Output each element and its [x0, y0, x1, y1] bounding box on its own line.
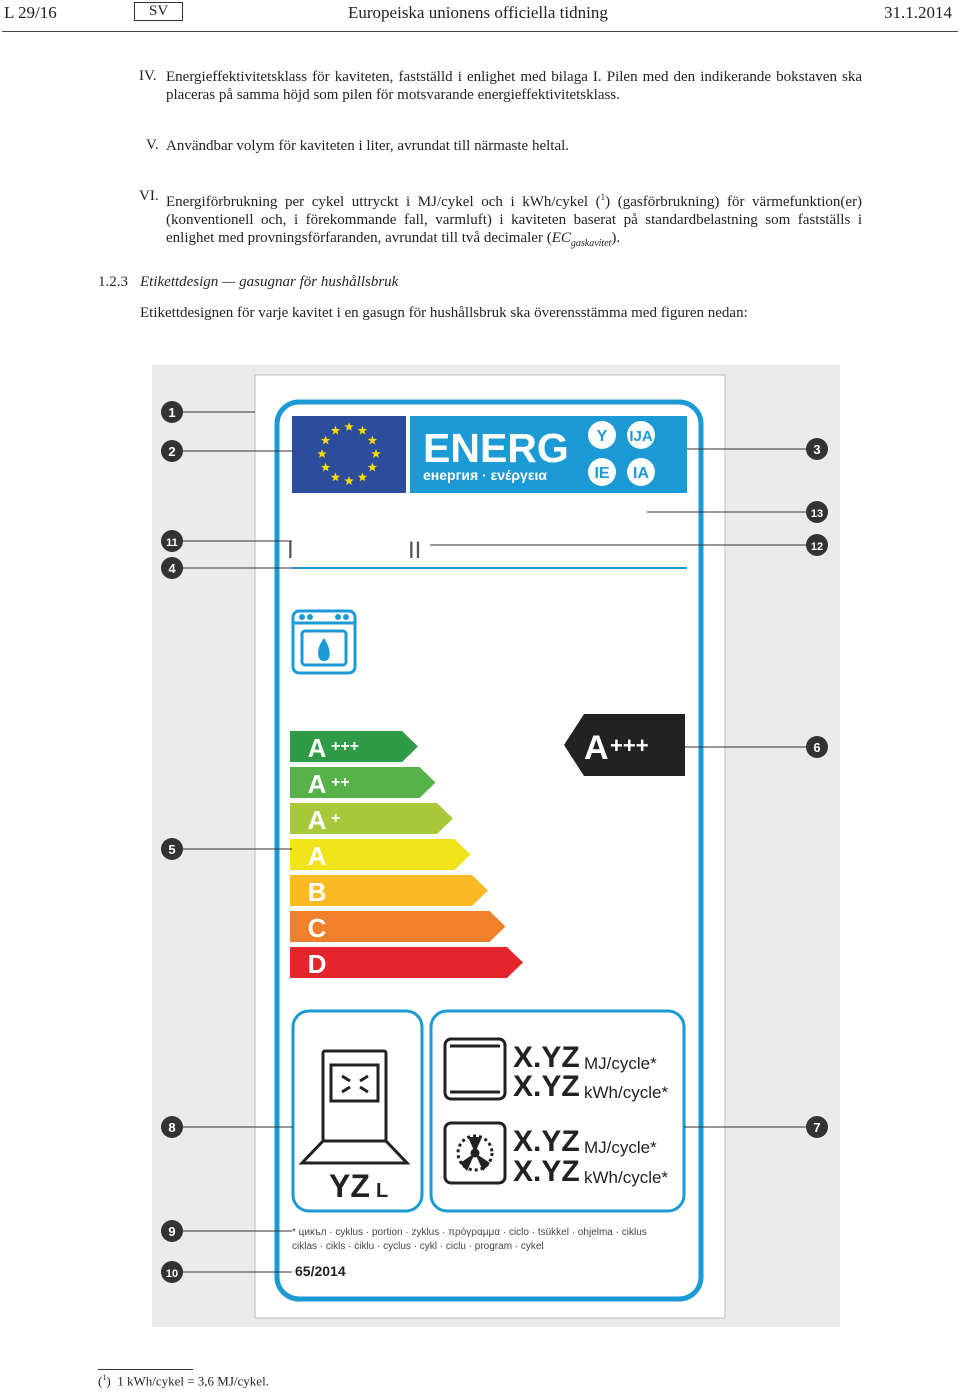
energy-class-letter: A	[307, 733, 327, 763]
callout-number: 5	[168, 842, 176, 857]
consumption-kwh-value: X.YZ	[513, 1155, 580, 1188]
section-number: 1.2.3	[98, 274, 128, 290]
page-header	[0, 0, 960, 34]
cycle-translations-line1: * цикъл · cyklus · portion · zyklus · πρόγραμμα · ciclo · tsükkel · ohjelma · ciklus	[292, 1227, 647, 1238]
energy-label-figure	[152, 365, 840, 1327]
consumption-mj-value: X.YZ	[513, 1041, 580, 1074]
footnote-reference[interactable]: 1	[600, 192, 606, 202]
energy-class-letter: D	[307, 949, 327, 979]
consumption-kwh-value: X.YZ	[513, 1070, 580, 1103]
item-text-part: ) (gasförbrukning) för värmefunktion(er) (konventionell och, i förekommande fall, varmluft) i kaviteten baserat på standardbelastning som fastställs i enlighet med provningsförfaranden, avrundat till två decimaler (	[166, 194, 863, 246]
item-number: V.	[146, 137, 159, 153]
language-badge: SV	[134, 2, 183, 21]
energy-class-letter: B	[307, 877, 327, 907]
callout-number: 12	[810, 541, 824, 553]
energy-class-letter: A	[307, 769, 327, 799]
energ-subtitle: енергия · ενέργεια	[423, 467, 547, 483]
indicator-class-letter: A	[584, 729, 609, 767]
footnote-text: 1 kWh/cykel = 3,6 MJ/cykel.	[117, 1373, 269, 1389]
roman-numeral-1: I	[287, 537, 294, 564]
energy-class-letter: A	[307, 841, 327, 871]
callout-number: 6	[813, 740, 821, 755]
section-title: Etikettdesign — gasugnar för hushållsbruk	[140, 274, 399, 290]
callout-number: 8	[168, 1120, 176, 1135]
callout-number: 11	[166, 537, 178, 549]
callout-number: 7	[813, 1120, 821, 1135]
footnote-marker: 1	[102, 1373, 107, 1382]
lang-suffix-y: Y	[596, 428, 608, 445]
item-number: VI.	[139, 188, 159, 204]
ec-symbol: $EC_{gaskavitet}$	[551, 230, 612, 249]
callout-number: 2	[168, 444, 176, 459]
energy-class-plus: +++	[331, 738, 360, 755]
intro-paragraph: Etikettdesignen för varje kavitet i en gasugn för hushållsbruk ska överensstämma med figuren nedan:	[140, 305, 748, 321]
energy-class-letter: C	[307, 913, 327, 943]
roman-numeral-2: II	[408, 537, 422, 564]
consumption-mj-unit: MJ/cycle*	[584, 1054, 657, 1073]
publication-date: 31.1.2014	[884, 3, 952, 22]
indicator-class-plus: +++	[610, 733, 649, 758]
energy-label-svg	[152, 365, 840, 1327]
volume-value: YZ	[329, 1168, 370, 1204]
header-rule	[2, 31, 958, 32]
lang-suffix-ia: IA	[633, 465, 649, 482]
energy-class-plus: +	[331, 810, 341, 827]
callout-number: 9	[168, 1224, 176, 1239]
consumption-mj-unit: MJ/cycle*	[584, 1138, 657, 1157]
item-text: Användbar volym för kaviteten i liter, avrundat till närmaste heltal.	[166, 138, 570, 154]
item-text-part: ).	[611, 230, 621, 246]
item-number: IV.	[139, 68, 157, 84]
item-text: Energieffektivitetsklass för kaviteten, fastställd i enlighet med bilaga I. Pilen med den indikerande bokstaven ska placeras på samma höjd som pilen för motsvarande energieffektivitetsklass.	[166, 69, 862, 103]
callout-number: 10	[165, 1268, 179, 1280]
energy-class-plus: ++	[331, 774, 350, 791]
cycle-translations-line2: ciklas · cikls · ċiklu · cyclus · cykl · ciclu · program · cykel	[292, 1241, 544, 1252]
volume-unit: L	[376, 1180, 389, 1202]
energ-word: ENERG	[423, 425, 569, 471]
callout-number: 4	[168, 561, 176, 576]
journal-title: Europeiska unionens officiella tidning	[348, 3, 608, 22]
lang-suffix-ija: IJA	[629, 428, 653, 445]
page-reference: L 29/16	[4, 3, 57, 22]
callout-number: 1	[168, 405, 176, 420]
footnote-rule	[98, 1369, 193, 1370]
consumption-kwh-unit: kWh/cycle*	[584, 1083, 669, 1102]
callout-number: 13	[810, 508, 824, 520]
callout-number: 3	[813, 442, 821, 457]
footnote: ($^1$) 1 kWh/cykel = 3,6 MJ/cykel.	[98, 1373, 269, 1389]
energy-class-letter: A	[307, 805, 327, 835]
regulation-number: 65/2014	[295, 1263, 346, 1279]
item-text	[166, 188, 862, 253]
lang-suffix-ie: IE	[594, 465, 610, 482]
consumption-kwh-unit: kWh/cycle*	[584, 1168, 669, 1187]
item-text-part: Energiförbrukning per cykel uttryckt i MJ/cykel och i kWh/cykel (	[166, 194, 601, 210]
consumption-mj-value: X.YZ	[513, 1125, 580, 1158]
